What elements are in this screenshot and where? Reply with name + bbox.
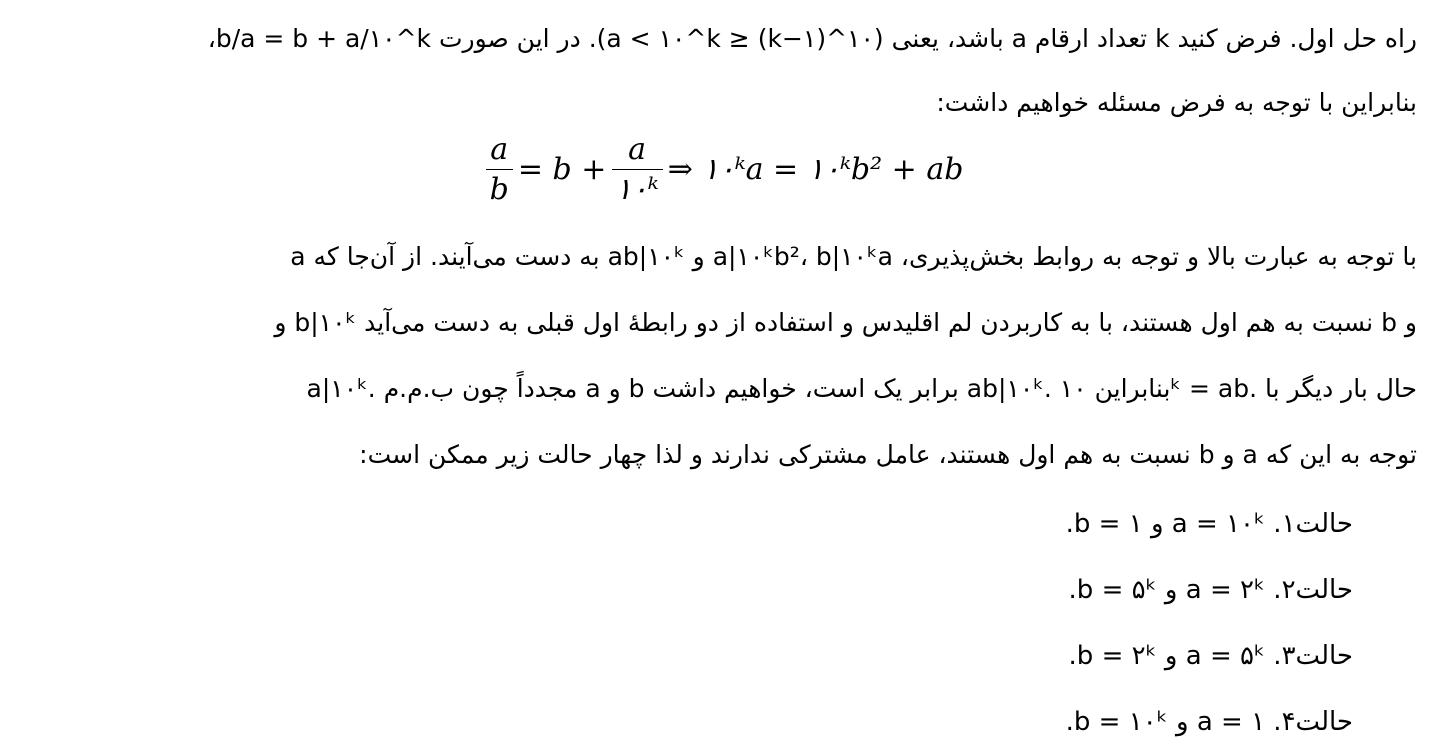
paragraph2-line1: با توجه به عبارت بالا و توجه به روابط بخش‌پذیری، a|۱۰ᵏb²، b|۱۰ᵏa و ab|۱۰ᵏ به دست می‌آیند. از آن‌جا که a xyxy=(290,242,1417,271)
display-equation xyxy=(0,132,1449,207)
equation-tail: ⇒ ۱۰ᵏa = ۱۰ᵏb² + ab xyxy=(667,152,964,187)
fraction-denominator: ۱۰ᵏ xyxy=(615,172,659,207)
fraction-numerator: a xyxy=(612,132,663,170)
case-3: حالت۳. a = ۵ᵏ و b = ۲ᵏ. xyxy=(1068,641,1353,671)
case-1: حالت۱. a = ۱۰ᵏ و b = ۱. xyxy=(1065,509,1353,539)
paragraph2-line3: a|۱۰ᵏ. مجدداً چون ب.م.م a و b برابر یک است، خواهیم داشت ab|۱۰ᵏ. بنابراین ۱۰ᵏ = ab. حال بار دیگر با xyxy=(306,374,1417,403)
case-4: حالت۴. a = ۱ و b = ۱۰ᵏ. xyxy=(1065,707,1353,737)
fraction-a-over-10k xyxy=(612,132,663,207)
fraction-a-over-b xyxy=(486,132,513,207)
fraction-numerator: a xyxy=(486,132,513,170)
case-2: حالت۲. a = ۲ᵏ و b = ۵ᵏ. xyxy=(1068,575,1353,605)
equation-middle: = b + xyxy=(517,152,607,187)
paragraph2-line2: و b نسبت به هم اول هستند، با به کاربردن لم اقلیدس و استفاده از دو رابطهٔ اول قبلی به دست می‌آید b|۱۰ᵏ و xyxy=(274,308,1417,337)
paragraph1-line2: بنابراین با توجه به فرض مسئله خواهیم داشت: xyxy=(936,88,1417,117)
fraction-denominator: b xyxy=(489,172,509,207)
paragraph1-line1: راه حل اول. فرض کنید k تعداد ارقام a باشد، یعنی (۱۰^(k−۱) ≤ a < ۱۰^k). در این صورت b/a = b + a/۱۰^k، xyxy=(207,24,1417,53)
paragraph2-line4: توجه به این که a و b نسبت به هم اول هستند، عامل مشترکی ندارند و لذا چهار حالت زیر ممکن است: xyxy=(359,440,1417,469)
